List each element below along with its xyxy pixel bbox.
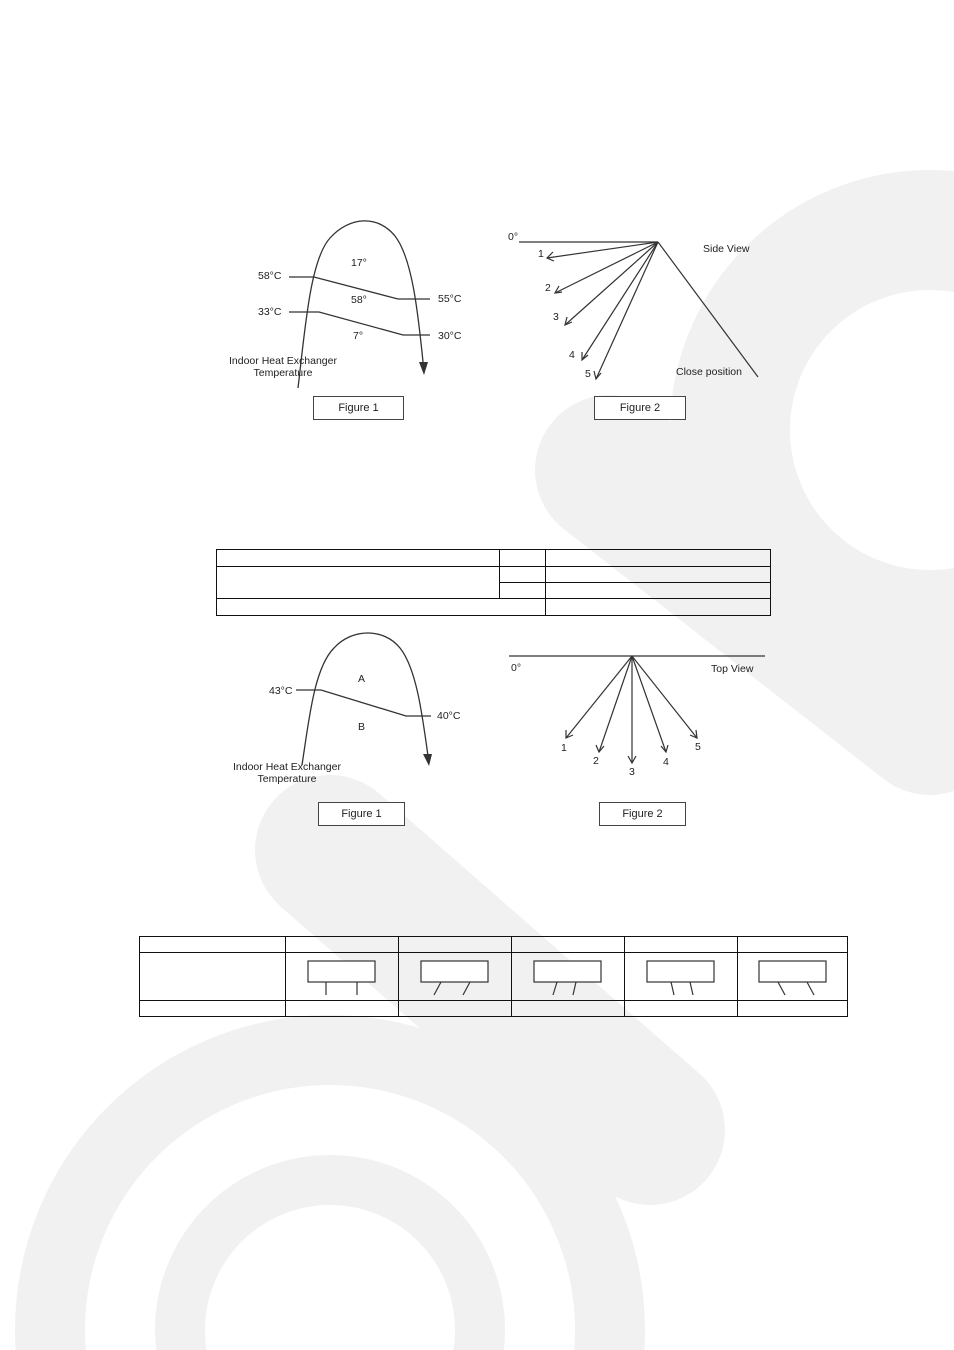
louver-position-3-icon (533, 956, 603, 998)
louver-table-cell (738, 937, 848, 953)
louver-table-cell (625, 953, 738, 1001)
top-fig2-position-3: 3 (553, 311, 559, 323)
bottom-fig2-position-2: 2 (593, 755, 599, 767)
mode-table-row (217, 567, 771, 583)
louver-table-cell (512, 937, 625, 953)
louver-table-cell (399, 937, 512, 953)
louver-table-cell (286, 953, 399, 1001)
mode-table (216, 549, 771, 616)
mode-table-cell (217, 567, 500, 599)
bottom-figure2-label-box: Figure 2 (599, 802, 686, 826)
top-fig1-caption (222, 355, 344, 379)
top-fig2-position-1: 1 (538, 248, 544, 260)
bottom-fig1-caption-line1: Indoor Heat Exchanger (233, 761, 341, 773)
mode-table-cell (546, 550, 771, 567)
louver-position-4-icon (646, 956, 716, 998)
top-fig1-caption-line2: Temperature (253, 367, 313, 379)
bottom-fig1-region-a: A (358, 673, 366, 685)
louver-table-cell (399, 1001, 512, 1017)
louver-position-table (139, 936, 848, 1017)
mode-table-row (217, 599, 771, 616)
louver-table-cell (286, 937, 399, 953)
bottom-fig1-caption (226, 761, 348, 785)
top-fig1-caption-line1: Indoor Heat Exchanger (229, 355, 337, 367)
louver-table-row (140, 937, 848, 953)
top-fig1-label-55c: 55°C (438, 293, 462, 305)
bottom-fig1-label-40c: 40°C (437, 710, 461, 722)
top-fig1-label-58: 58° (351, 294, 367, 306)
louver-table-row (140, 1001, 848, 1017)
louver-table-cell (512, 953, 625, 1001)
bottom-fig2-zero-label: 0° (511, 662, 522, 674)
top-fig2-position-4: 4 (569, 349, 575, 361)
mode-table-cell (546, 583, 771, 599)
louver-table-cell (625, 937, 738, 953)
bottom-fig1-region-b: B (358, 721, 366, 733)
mode-table-cell (546, 599, 771, 616)
top-fig1-label-7: 7° (353, 330, 364, 342)
mode-table-cell (500, 567, 546, 583)
top-figure1-label-box: Figure 1 (313, 396, 404, 420)
mode-table-cell (500, 583, 546, 599)
top-fig2-side-view-label: Side View (703, 243, 750, 255)
louver-table-cell (140, 1001, 286, 1017)
top-fig1-label-30c: 30°C (438, 330, 462, 342)
louver-table-cell (625, 1001, 738, 1017)
top-figure2-label-box: Figure 2 (594, 396, 686, 420)
mode-table-cell (546, 567, 771, 583)
bottom-figure1-label-box: Figure 1 (318, 802, 405, 826)
bottom-fig2-position-3: 3 (629, 766, 635, 778)
bottom-figure1-graph (290, 630, 440, 770)
mode-table-row (217, 550, 771, 567)
mode-table-cell (217, 550, 500, 567)
mode-table-cell (500, 550, 546, 567)
top-fig2-position-5: 5 (585, 368, 591, 380)
bottom-fig2-position-1: 1 (561, 742, 567, 754)
top-fig2-zero-label: 0° (508, 231, 519, 243)
bottom-fig2-top-view-label: Top View (711, 663, 754, 675)
louver-position-5-icon (758, 956, 828, 998)
louver-table-row (140, 953, 848, 1001)
louver-table-cell (512, 1001, 625, 1017)
louver-position-1-icon (307, 956, 377, 998)
louver-table-cell (399, 953, 512, 1001)
louver-table-cell (738, 1001, 848, 1017)
bottom-fig1-label-43c: 43°C (269, 685, 293, 697)
top-fig1-label-33c: 33°C (258, 306, 282, 318)
louver-table-cell (140, 953, 286, 1001)
mode-table-cell (217, 599, 546, 616)
bottom-fig2-position-5: 5 (695, 741, 701, 753)
bottom-fig1-caption-line2: Temperature (257, 773, 317, 785)
top-fig2-close-position-label: Close position (676, 366, 742, 378)
top-fig1-label-58c: 58°C (258, 270, 282, 282)
top-fig2-position-2: 2 (545, 282, 551, 294)
louver-table-cell (286, 1001, 399, 1017)
top-fig1-label-17: 17° (351, 257, 367, 269)
louver-table-cell (140, 937, 286, 953)
louver-table-cell (738, 953, 848, 1001)
bottom-fig2-position-4: 4 (663, 756, 669, 768)
louver-position-2-icon (420, 956, 490, 998)
